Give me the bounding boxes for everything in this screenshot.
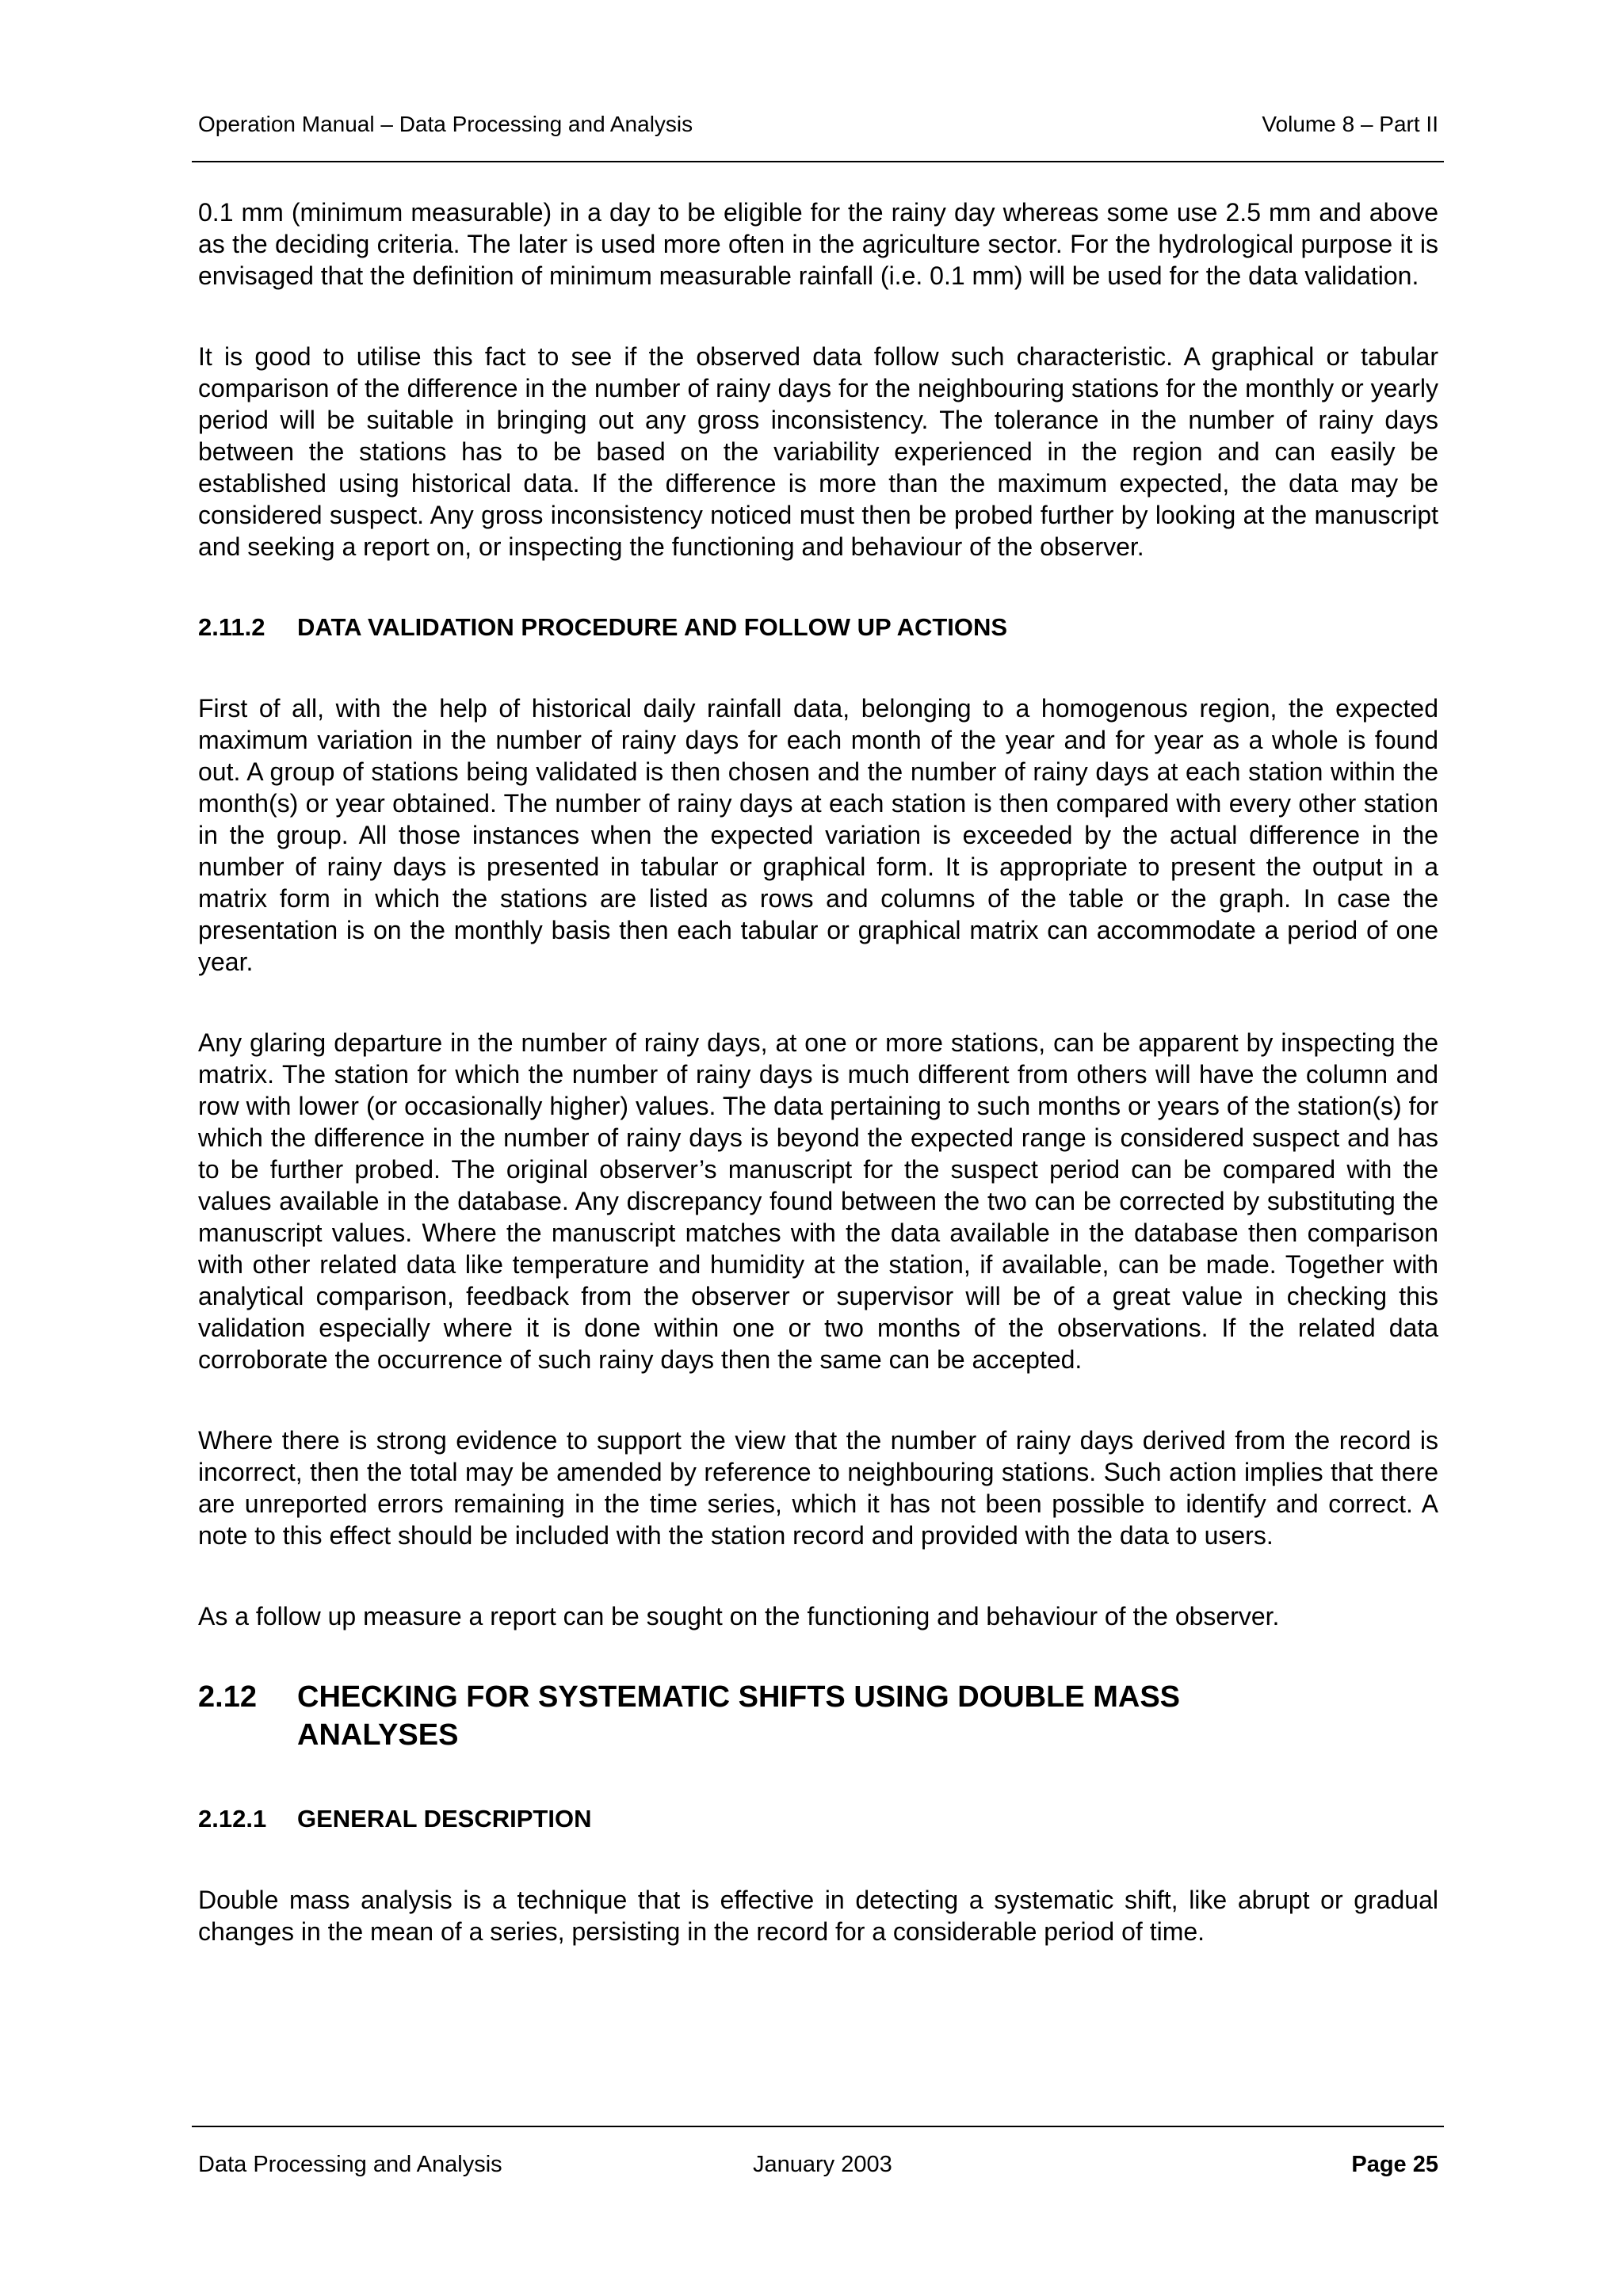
paragraph-validation-procedure: First of all, with the help of historical daily rainfall data, belonging to a homogenous region, the expected maximum variation in the number of rainy days for each month of the year and for year as a whole is found out. A group of stations being validated is then chosen and the number of rainy days at each station within the month(s) or year obtained. The number of rainy days at each station is then compared with every other station in the group. All those instances when the expected variation is exceeded by the actual difference in the number of rainy days is presented in tabular or graphical form. It is appropriate to present the output in a matrix form in which the stations are listed as rows and columns of the table or the graph. In case the presentation is on the monthly basis then each tabular or graphical matrix can accommodate a period of one year. bbox=[198, 694, 1438, 976]
footer-divider bbox=[192, 2126, 1444, 2127]
section-title: DATA VALIDATION PROCEDURE AND FOLLOW UP ACTIONS bbox=[297, 613, 1008, 641]
paragraph-glaring-departure: Any glaring departure in the number of rainy days, at one or more stations, can be apparent by inspecting the matrix. The station for which the number of rainy days is much different from others will have the column and row with lower (or occasionally higher) values. The data pertaining to such months or years of the station(s) for which the difference in the number of rainy days is beyond the expected range is considered suspect and has to be further probed. The original observer’s manuscript for the suspect period can be compared with the values available in the database. Any discrepancy found between the two can be corrected by substituting the manuscript values. Where the manuscript matches with the data available in the database then comparison with other related data like temperature and humidity at the station, if available, can be made. Together with analytical comparison, feedback from the observer or supervisor will be of a great value in checking this validation especially where it is done within one or two months of the observations. If the related data corroborate the occurrence of such rainy days then the same can be accepted. bbox=[198, 1028, 1438, 1374]
section-heading-2-11-2 bbox=[198, 612, 1438, 643]
paragraph-rainy-day-threshold: 0.1 mm (minimum measurable) in a day to be eligible for the rainy day whereas some use 2.5 mm and above as the deciding criteria. The later is used more often in the agriculture sector. For the hydrological purpose it is envisaged that the definition of minimum measurable rainfall (i.e. 0.1 mm) will be used for the data validation. bbox=[198, 198, 1438, 290]
page-footer bbox=[198, 2150, 1438, 2179]
page-header bbox=[198, 111, 1438, 138]
section-number: 2.11.2 bbox=[198, 613, 265, 641]
section-heading-2-12-1 bbox=[198, 1803, 1438, 1835]
section-title: CHECKING FOR SYSTEMATIC SHIFTS USING DOUBLE MASS ANALYSES bbox=[297, 1680, 1181, 1752]
paragraph-rainy-day-comparison: It is good to utilise this fact to see if the observed data follow such characteristic. A graphical or tabular comparison of the difference in the number of rainy days for the neighbouring stations for the monthly or yearly period will be suitable in bringing out any gross inconsistency. The tolerance in the number of rainy days between the stations has to be based on the variability experienced in the region and can easily be established using historical data. If the difference is more than the maximum expected, the data may be considered suspect. Any gross inconsistency noticed must then be probed further by looking at the manuscript and seeking a report on, or inspecting the functioning and behaviour of the observer. bbox=[198, 342, 1438, 561]
section-number: 2.12.1 bbox=[198, 1805, 267, 1833]
section-number: 2.12 bbox=[198, 1680, 257, 1714]
header-divider bbox=[192, 161, 1444, 162]
section-heading-2-12 bbox=[198, 1678, 1438, 1754]
header-volume: Volume 8 – Part II bbox=[1262, 112, 1438, 136]
footer-page-number: Page 25 bbox=[1351, 2152, 1438, 2177]
footer-date: January 2003 bbox=[753, 2152, 892, 2177]
footer-document-name: Data Processing and Analysis bbox=[198, 2152, 502, 2177]
header-document-title: Operation Manual – Data Processing and Analysis bbox=[198, 112, 693, 136]
paragraph-double-mass-intro: Double mass analysis is a technique that is effective in detecting a systematic shift, like abrupt or gradual changes in the mean of a series, persisting in the record for a considerable period of time. bbox=[198, 1886, 1438, 1946]
page-content bbox=[198, 196, 1438, 1947]
paragraph-follow-up: As a follow up measure a report can be sought on the functioning and behaviour of the observer. bbox=[198, 1602, 1280, 1630]
paragraph-strong-evidence: Where there is strong evidence to support the view that the number of rainy days derived from the record is incorrect, then the total may be amended by reference to neighbouring stations. Such action implies that there are unreported errors remaining in the time series, which it has not been possible to identify and correct. A note to this effect should be included with the station record and provided with the data to users. bbox=[198, 1426, 1438, 1550]
section-title: GENERAL DESCRIPTION bbox=[297, 1805, 592, 1833]
